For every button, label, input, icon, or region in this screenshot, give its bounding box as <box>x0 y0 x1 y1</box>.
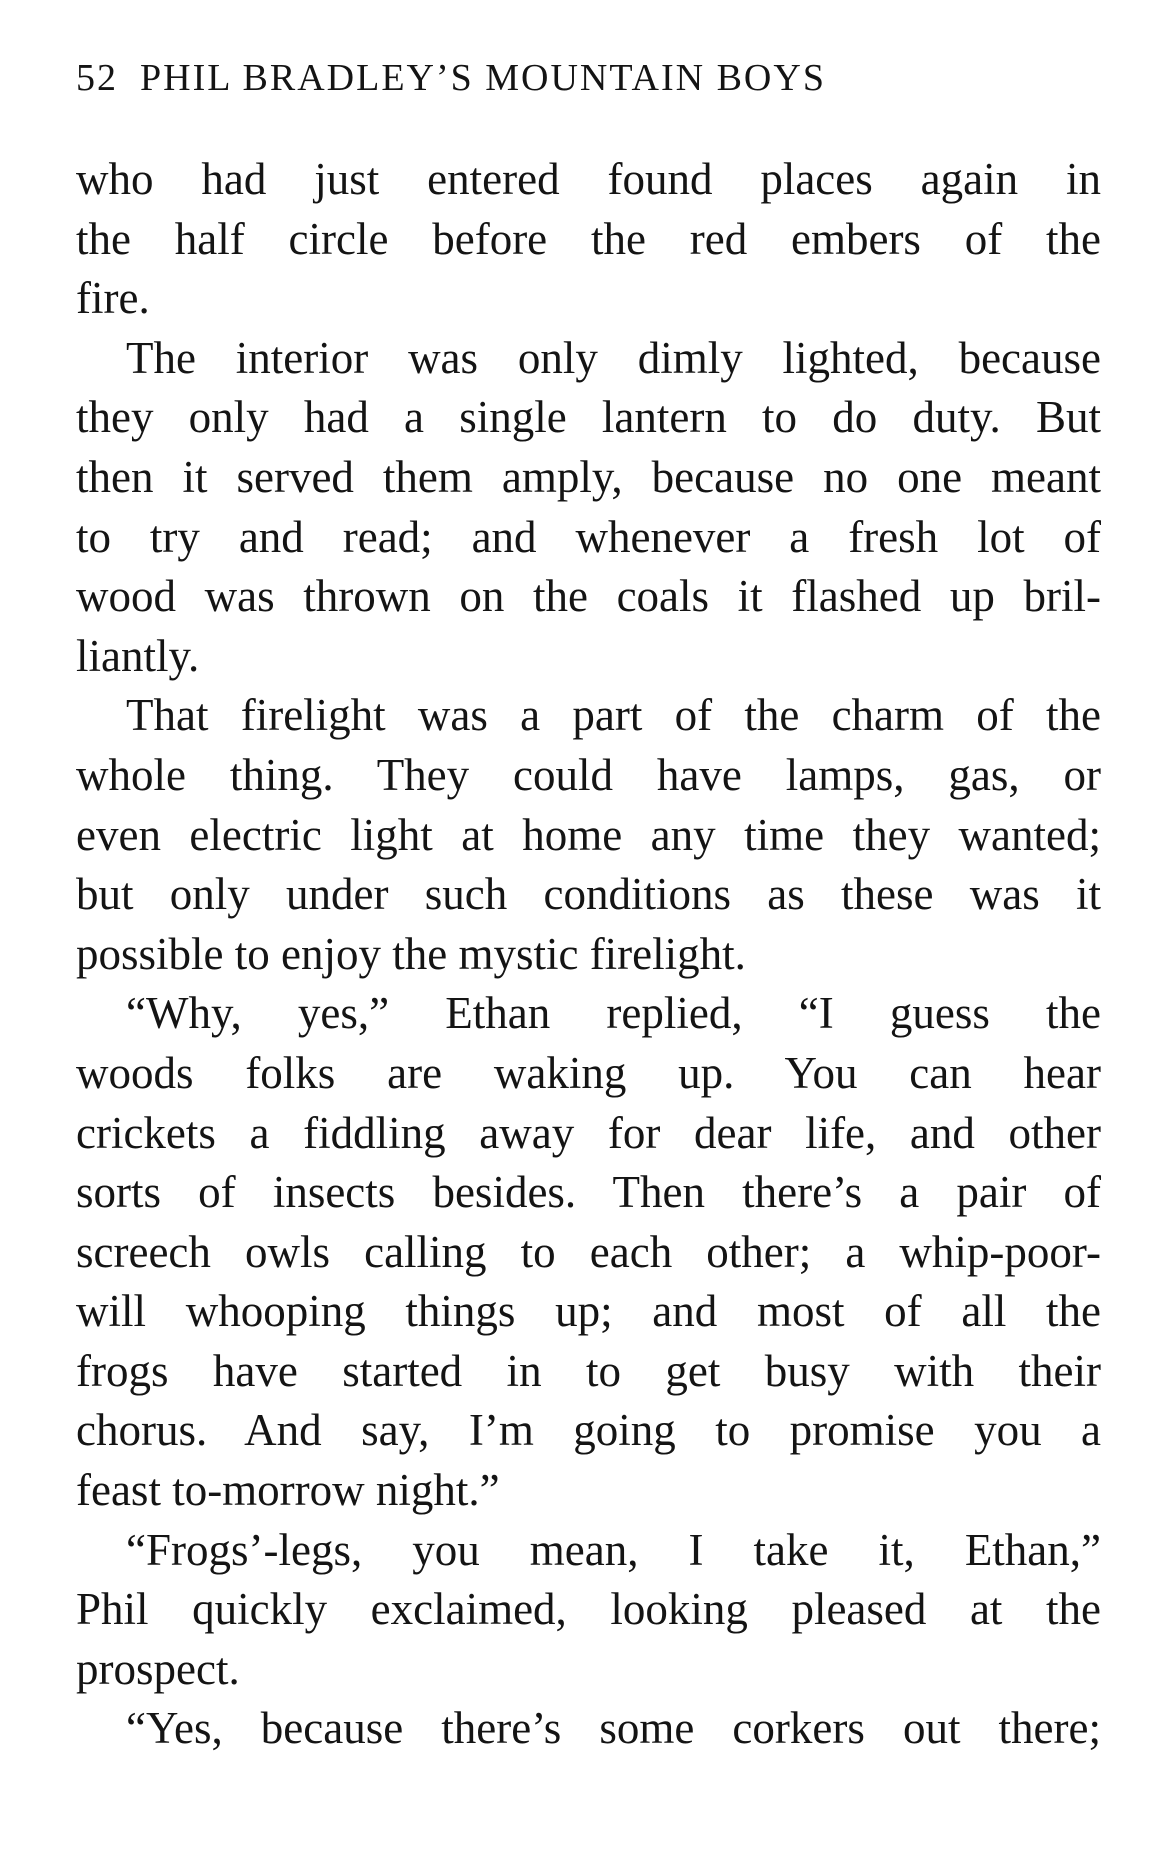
text-line: to try and read; and whenever a fresh lot of <box>76 511 1101 562</box>
text-line: “Why, yes,” Ethan replied, “I guess the <box>126 988 1101 1039</box>
text-line: possible to enjoy the mystic firelight. <box>76 928 746 979</box>
text-line: whole thing. They could have lamps, gas, or <box>76 749 1101 800</box>
text-line: Phil quickly exclaimed, looking pleased at the <box>76 1584 1101 1635</box>
text-line: woods folks are waking up. You can hear <box>76 1047 1101 1098</box>
page-number: 52 <box>76 57 118 99</box>
text-line: frogs have started in to get busy with their <box>76 1345 1101 1396</box>
text-line: feast to-morrow night.” <box>76 1465 500 1516</box>
running-title: PHIL BRADLEY’S MOUNTAIN BOYS <box>140 57 826 99</box>
text-line: fire. <box>76 273 150 324</box>
text-line: The interior was only dimly lighted, because <box>126 332 1101 383</box>
text-line: “Yes, because there’s some corkers out there; <box>126 1703 1101 1754</box>
running-header <box>76 56 826 100</box>
text-line: chorus. And say, I’m going to promise you a <box>76 1405 1101 1456</box>
text-line: then it served them amply, because no one meant <box>76 451 1101 502</box>
text-line: they only had a single lantern to do duty. But <box>76 392 1101 443</box>
text-line: liantly. <box>76 630 200 681</box>
text-line: prospect. <box>76 1643 240 1694</box>
text-line: sorts of insects besides. Then there’s a pair of <box>76 1167 1101 1218</box>
text-line: crickets a fiddling away for dear life, and other <box>76 1107 1101 1158</box>
text-line: screech owls calling to each other; a whip-poor- <box>76 1226 1101 1277</box>
text-line: “Frogs’-legs, you mean, I take it, Ethan,” <box>126 1524 1101 1575</box>
text-line: wood was thrown on the coals it flashed up bril- <box>76 571 1101 622</box>
text-line: will whooping things up; and most of all the <box>76 1286 1101 1337</box>
text-line: That firelight was a part of the charm of the <box>126 690 1101 741</box>
text-line: but only under such conditions as these was it <box>76 869 1101 920</box>
text-line: the half circle before the red embers of the <box>76 213 1101 264</box>
body-text <box>76 150 1101 1759</box>
text-line: who had just entered found places again in <box>76 154 1101 204</box>
text-line: even electric light at home any time they wanted; <box>76 809 1101 860</box>
